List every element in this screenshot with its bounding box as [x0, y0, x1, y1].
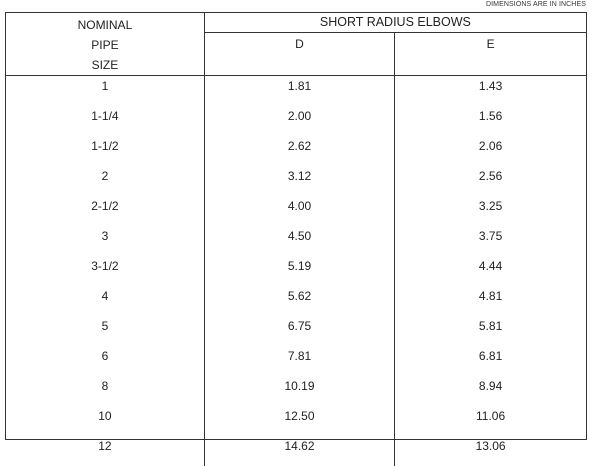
pipe-size-cell: 3-1/2 — [6, 256, 204, 286]
dimensions-note: DIMENSIONS ARE IN INCHES — [485, 1, 586, 8]
d-value-cell: 12.50 — [204, 406, 394, 436]
e-value-cell: 3.25 — [478, 199, 503, 213]
d-value-cell: 14.62 — [204, 436, 394, 466]
d-value-cell: 2.62 — [204, 136, 394, 166]
table-row — [6, 226, 586, 256]
e-value-cell: 11.06 — [476, 409, 506, 423]
pipe-size-cell: 2-1/2 — [6, 196, 204, 226]
table-row — [6, 346, 586, 376]
table-row — [6, 316, 586, 346]
nominal-header-line1: NOMINAL — [77, 18, 133, 32]
e-value-cell: 4.81 — [478, 289, 503, 303]
table-row — [6, 196, 586, 226]
d-value-cell: 1.81 — [204, 76, 394, 107]
table-row — [6, 436, 586, 466]
pipe-size-cell: 1 — [6, 76, 204, 107]
column-d-header: D — [204, 33, 394, 76]
table-row — [6, 76, 586, 107]
pipe-size-cell: 8 — [6, 376, 204, 406]
pipe-size-cell: 2 — [6, 166, 204, 196]
pipe-size-cell: 5 — [6, 316, 204, 346]
e-value-cell: 1.43 — [478, 79, 503, 93]
e-value-cell: 13.06 — [475, 439, 506, 453]
d-value-cell: 4.50 — [204, 226, 394, 256]
pipe-size-cell: 12 — [6, 436, 204, 466]
table-row — [6, 136, 586, 166]
table-row — [6, 106, 586, 136]
d-value-cell: 4.00 — [204, 196, 394, 226]
table-row — [6, 286, 586, 316]
table-row — [6, 166, 586, 196]
e-value-cell: 4.44 — [478, 259, 503, 273]
table-row — [6, 256, 586, 286]
pipe-size-cell: 1-1/4 — [6, 106, 204, 136]
d-value-cell: 5.19 — [204, 256, 394, 286]
table-row — [6, 376, 586, 406]
d-value-cell: 10.19 — [204, 376, 394, 406]
pipe-size-cell: 10 — [6, 406, 204, 436]
column-e-header: E — [395, 33, 586, 76]
nominal-header-line3: SIZE — [91, 58, 119, 72]
table-row — [6, 406, 586, 436]
e-value-cell: 3.75 — [478, 229, 503, 243]
d-value-cell: 5.62 — [204, 286, 394, 316]
d-value-cell: 2.00 — [204, 106, 394, 136]
nominal-header-line2: PIPE — [91, 38, 119, 52]
e-value-cell: 6.81 — [478, 349, 503, 363]
d-value-cell: 6.75 — [204, 316, 394, 346]
d-value-cell: 3.12 — [204, 166, 394, 196]
e-value-cell: 2.56 — [478, 169, 503, 183]
nominal-pipe-size-header — [6, 13, 204, 76]
pipe-size-cell: 4 — [6, 286, 204, 316]
e-value-cell: 1.56 — [478, 109, 503, 123]
e-value-cell: 8.94 — [478, 379, 503, 393]
pipe-size-cell: 1-1/2 — [6, 136, 204, 166]
short-radius-elbows-header: SHORT RADIUS ELBOWS — [204, 13, 586, 33]
pipe-size-cell: 3 — [6, 226, 204, 256]
elbow-dimensions-table — [5, 12, 587, 453]
pipe-size-cell: 6 — [6, 346, 204, 376]
e-value-cell: 5.81 — [478, 319, 503, 333]
e-value-cell: 2.06 — [478, 139, 503, 153]
d-value-cell: 7.81 — [204, 346, 394, 376]
